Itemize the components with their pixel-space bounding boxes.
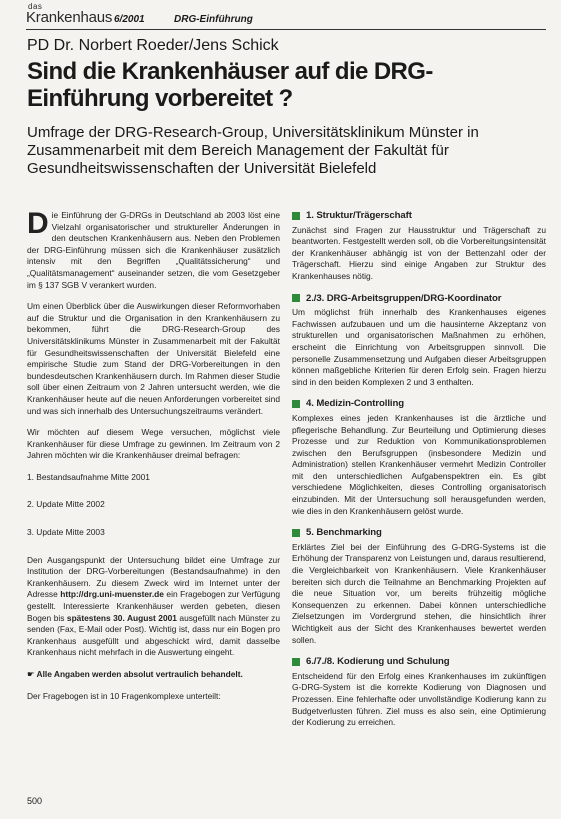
survey-phase-item: 1. Bestandsaufnahme Mitte 2001 bbox=[27, 471, 150, 482]
journal-logo-small-text: das bbox=[28, 2, 43, 11]
procedure-paragraph: Den Ausgangspunkt der Untersuchung bildet eine Umfrage zur Institution der DRG-Vorbereitungen (Bestandsaufnahme) in den Krankenhäusern. Zu diesem Zweck wird im Internet unter der Adresse http://drg.uni-muenster.de ein Fragebogen zur Verfügung gestellt. Interessierte Krankenhäuser werden gebeten, diesen Bogen bis spätestens 30. August 2001 ausgefüllt nach Münster zu senden (Fax, E-Mail oder Post). Wichtig ist, dass nur ein Bogen pro Krankenhaus ausgefüllt und abgeschickt wird, damit dasselbe Krankenhaus nicht mehrfach in die Auswertung eingeht. bbox=[27, 554, 281, 658]
confidentiality-note: ☛ Alle Angaben werden absolut vertraulich behandelt. bbox=[27, 669, 243, 679]
pointing-hand-icon: ☛ bbox=[27, 669, 35, 679]
journal-logo-main-text: Krankenhaus bbox=[26, 9, 113, 26]
section-heading: 4. Medizin-Controlling bbox=[292, 398, 546, 410]
green-square-icon bbox=[292, 212, 300, 220]
intro-paragraph bbox=[27, 207, 280, 291]
green-square-icon bbox=[292, 294, 300, 302]
left-column bbox=[27, 207, 281, 712]
green-square-icon bbox=[292, 400, 300, 408]
survey-phase-item: 2. Update Mitte 2002 bbox=[27, 499, 105, 510]
article-authors: PD Dr. Norbert Roeder/Jens Schick bbox=[27, 37, 279, 54]
survey-url[interactable]: http://drg.uni-muenster.de bbox=[60, 589, 164, 600]
section-body: Zunächst sind Fragen zur Hausstruktur und Trägerschaft zu beantworten. Festgestellt werden soll, ob die Vorbereitungsintensität der Krankenhäuser abhängig ist von der Bettenzahl oder der Trägerschaft. Hierzu sind einige Angaben zur Struktur des Krankenhauses nötig. bbox=[292, 224, 546, 281]
section-heading: 5. Benchmarking bbox=[292, 527, 546, 539]
section-heading: 6./7./8. Kodierung und Schulung bbox=[292, 656, 546, 668]
deadline-text: spätestens 30. August 2001 bbox=[66, 612, 177, 623]
study-paragraph: Um einen Überblick über die Auswirkungen dieser Reformvorhaben auf die Struktur und die Organisation in den Krankenhäusern zu bekommen, führt die DRG-Research-Group des Universitätsklinikums Münster in Zusammenarbeit mit der Fakultät für Gesundheitswissenschaften der Universität Bielefeld eine empirische Studie zum Stand der DRG-Vorbereitungen in den bundesdeutschen Krankenhäusern durch. Im Rahmen dieser Studie soll über einen Zeitraum von 2 Jahren untersucht werden, wie die Krankenhäuser heute auf die neuen Anforderungen vorbereitet sind und was sich innerhalb des Untersuchungszeitraums verändert. bbox=[27, 301, 280, 416]
intro-paragraph-text: ie Einführung der G-DRGs in Deutschland ab 2003 löst eine Vielzahl organisatorischer und struktureller Änderungen in den deutschen Krankenhäusern aus. Neben den Problemen der DRG-Einführung müssen sich die Krankenhäuser zusätzlich intensiv mit den Begriffen „Qualitätssicherung“ und „Qualitätsmanagement“ auseinander setzen, die vom Gesetzgeber im § 137 SGB V verankert wurden. bbox=[27, 210, 280, 290]
section-body: Um möglichst früh innerhalb des Krankenhauses eigenes Fachwissen aufzubauen und um die hausinterne Akzeptanz von strukturellen und organisatorischen Maßnahmen zu erhöhen, erscheint die Einrichtung von Arbeitsgruppen sinnvoll. Die personelle Zusammensetzung und Aufgaben dieser Arbeitsgruppen können maßgebliche Kriterien für deren Erfolg sein. Fragen hierzu sind in den beiden Komplexen 2 und 3 enthalten. bbox=[292, 307, 546, 387]
section-heading: 1. Struktur/Trägerschaft bbox=[292, 210, 546, 222]
right-column bbox=[292, 210, 546, 739]
green-square-icon bbox=[292, 658, 300, 666]
section-body: Entscheidend für den Erfolg eines Krankenhauses im zukünftigen G-DRG-System ist die korrekte Kodierung von Diagnosen und Prozessen. Eine fehlerhafte oder unvollständige Kodierung kann zu Budgetverlusten führen. Ziel muss es also sein, eine Optimierung der Kodierung zu erreichen. bbox=[292, 670, 546, 728]
questionnaire-paragraph: Der Fragebogen ist in 10 Fragenkomplexe unterteilt: bbox=[27, 690, 221, 701]
drop-cap: D bbox=[27, 207, 49, 240]
running-header bbox=[26, 2, 546, 28]
header-rule bbox=[26, 29, 546, 30]
page-number: 500 bbox=[27, 796, 43, 806]
section-name: DRG-Einführung bbox=[174, 14, 253, 25]
survey-phase-item: 3. Update Mitte 2003 bbox=[27, 527, 105, 538]
article-title: Sind die Krankenhäuser auf die DRG-Einführung vorbereitet ? bbox=[27, 58, 433, 112]
section-body: Komplexes eines jeden Krankenhauses ist die ärztliche und pflegerische Behandlung. Zur Beurteilung und Optimierung dieses Prozesse und zur Reduktion von Kommunikationsproblemen zwischen den Berufsgruppen (insbesondere Medizin und Administration) stellen Krankenhäuser vermehrt Medizin Controller mit den unterschiedlichen Aufgabenspektren ein. Es gibt verschiedene Möglichkeiten, dieses Controlling organisatorisch einzubinden. Mit der Untersuchung soll herausgefunden werden, wie dies in den Krankenhäusern gelöst wurde. bbox=[292, 412, 546, 516]
section-body: Erklärtes Ziel bei der Einführung des G-DRG-Systems ist die Erhöhung der Transparenz von Leistungen und, daraus resultierend, die Vergleichbarkeit von Krankenhäusern. Viele Krankenhäuser bereiten sich durch die Teilnahme an Benchmarking Projekten auf die neue Situation vor, um bereits frühzeitig mögliche Konsequenzen zu erkennen. Dabei können unterschiedliche Zielsetzungen im Vordergrund stehen, die hinsichtlich ihrer Wichtigkeit aus der Sicht des Krankenhauses bewertet werden sollen. bbox=[292, 541, 546, 645]
green-square-icon bbox=[292, 529, 300, 537]
section-heading: 2./3. DRG-Arbeitsgruppen/DRG-Koordinator bbox=[292, 293, 546, 305]
issue-number: 6/2001 bbox=[114, 14, 145, 25]
article-subtitle: Umfrage der DRG-Research-Group, Universitätsklinikum Münster in Zusammenarbeit mit dem Bereich Management der Fakultät für Gesundheitswissenschaften der Universität Bielefeld bbox=[27, 124, 479, 177]
survey-paragraph: Wir möchten auf diesem Wege versuchen, möglichst viele Krankenhäuser für diese Umfrage zu gewinnen. Im Zeitraum von 2 Jahren möchten wir die Krankenhäuser dreimal befragen: bbox=[27, 427, 280, 461]
